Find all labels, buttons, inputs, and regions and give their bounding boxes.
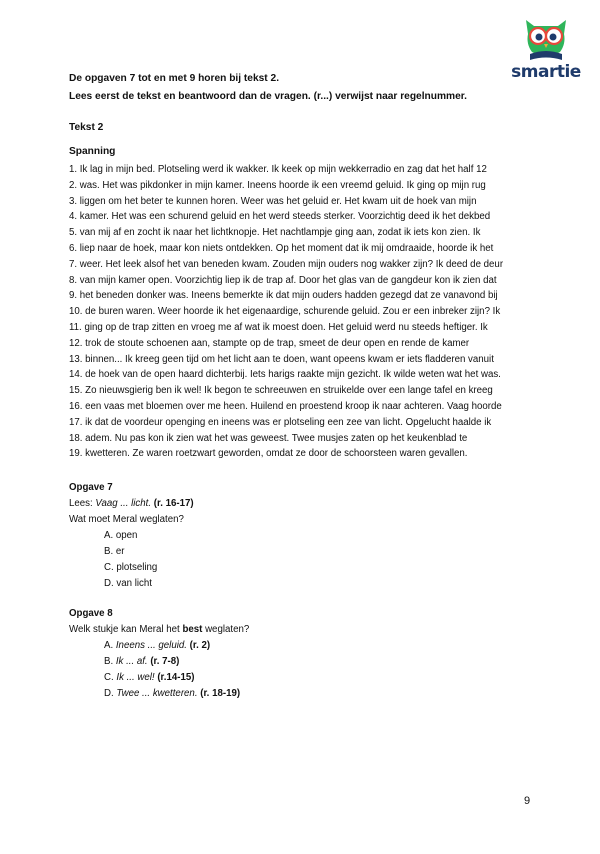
instruction-line: Lees eerst de tekst en beantwoord dan de vragen. (r...) verwijst naar regelnummer.: [69, 91, 468, 102]
question-text: Welk stukje kan Meral het best weglaten?: [69, 624, 250, 635]
story-line: 11. ging op de trap zitten en vroeg me af wat ik moest doen. Het geluid werd nu steeds heftiger. Ik: [69, 321, 488, 333]
story-line: 2. was. Het was pikdonker in mijn kamer. Ineens hoorde ik een vreemd geluid. Ik ging op mijn rug: [69, 179, 486, 191]
answer-option: C. plotseling: [104, 562, 158, 573]
question-title: Opgave 7: [69, 482, 113, 493]
story-line: 5. van mij af en zocht ik naar het lichtknopje. Het nachtlampje ging aan, zodat ik iets kon zien. Ik: [69, 227, 481, 239]
story-line: 6. liep naar de hoek, maar kon niets ontdekken. Op het moment dat ik mij omdraaide, hoorde ik het: [69, 242, 494, 254]
story-line: 14. de hoek van de open haard dichterbij. Iets harigs raakte mijn gezicht. Ik wilde weten wat het was.: [69, 369, 501, 381]
question-text: Wat moet Meral weglaten?: [69, 514, 184, 525]
story-line: 10. de buren waren. Weer hoorde ik het eigenaardige, schurende geluid. Zou er een inbreker zijn? Ik: [69, 306, 501, 318]
answer-option: B. er: [104, 546, 125, 557]
story-title: Spanning: [69, 146, 116, 157]
story-line: 3. liggen om het beter te kunnen horen. Weer was het geluid er. Het kwam uit de hoek van mijn: [69, 195, 477, 207]
page-number: 9: [524, 795, 531, 807]
story-line: 8. van mijn kamer open. Voorzichtig liep ik de trap af. Door het glas van de gangdeur kon ik zien dat: [69, 274, 497, 286]
answer-option: A. Ineens ... geluid. (r. 2): [104, 640, 211, 651]
answer-options: [69, 528, 194, 592]
story-line: 19. kwetteren. Ze waren roetzwart geworden, omdat ze door de schoorsteen waren gevallen.: [69, 448, 468, 460]
answer-option: D. van licht: [104, 578, 152, 589]
instruction-line: De opgaven 7 tot en met 9 horen bij tekst 2.: [69, 73, 280, 84]
story-line: 18. adem. Nu pas kon ik zien wat het was geweest. Twee musjes zaten op het keukenblad te: [69, 432, 468, 444]
answer-option: B. Ik ... af. (r. 7-8): [104, 656, 180, 667]
instructions: [69, 70, 467, 106]
logo-text: smartie: [511, 62, 581, 82]
story-line: 7. weer. Het leek alsof het van beneden kwam. Zouden mijn ouders nog wakker zijn? Ik deed de deur: [69, 258, 504, 270]
logo: [510, 14, 582, 80]
text-heading: Tekst 2: [69, 122, 104, 133]
answer-options: [69, 638, 249, 702]
answer-option: A. open: [104, 530, 138, 541]
question-title: Opgave 8: [69, 608, 113, 619]
story-line: 17. ik dat de voordeur openging en ineens was er plotseling een zee van licht. Opgelucht haalde ik: [69, 416, 492, 428]
question-read-line: Lees: Vaag ... licht. (r. 16-17): [69, 498, 194, 509]
question-7: [69, 480, 194, 592]
question-8: [69, 606, 249, 702]
story-line: 12. trok de stoute schoenen aan, stampte op de trap, smeet de deur open en rende de kamer: [69, 337, 470, 349]
story-line: 13. binnen... Ik kreeg geen tijd om het licht aan te doen, want opeens kwam er iets fladderen vanuit: [69, 353, 494, 365]
story-line: 4. kamer. Het was een schurend geluid en het werd steeds sterker. Voorzichtig deed ik het dekbed: [69, 211, 491, 223]
story-line: 15. Zo nieuwsgierig ben ik wel! Ik begon te schreeuwen en struikelde over een lange tafel en kreeg: [69, 385, 493, 397]
owl-icon: [520, 14, 572, 62]
story-line: 9. het beneden donker was. Ineens bemerkte ik dat mijn ouders hadden gezegd dat ze vanavond bij: [69, 290, 498, 302]
story-line: 16. een vaas met bloemen over me heen. Huilend en proestend kroop ik naar achteren. Vaag hoorde: [69, 400, 502, 412]
answer-option: C. Ik ... wel! (r.14-15): [104, 672, 195, 683]
story-text: [69, 162, 503, 462]
answer-option: D. Twee ... kwetteren. (r. 18-19): [104, 688, 241, 699]
story-line: 1. Ik lag in mijn bed. Plotseling werd ik wakker. Ik keek op mijn wekkerradio en zag dat het half 12: [69, 164, 487, 175]
